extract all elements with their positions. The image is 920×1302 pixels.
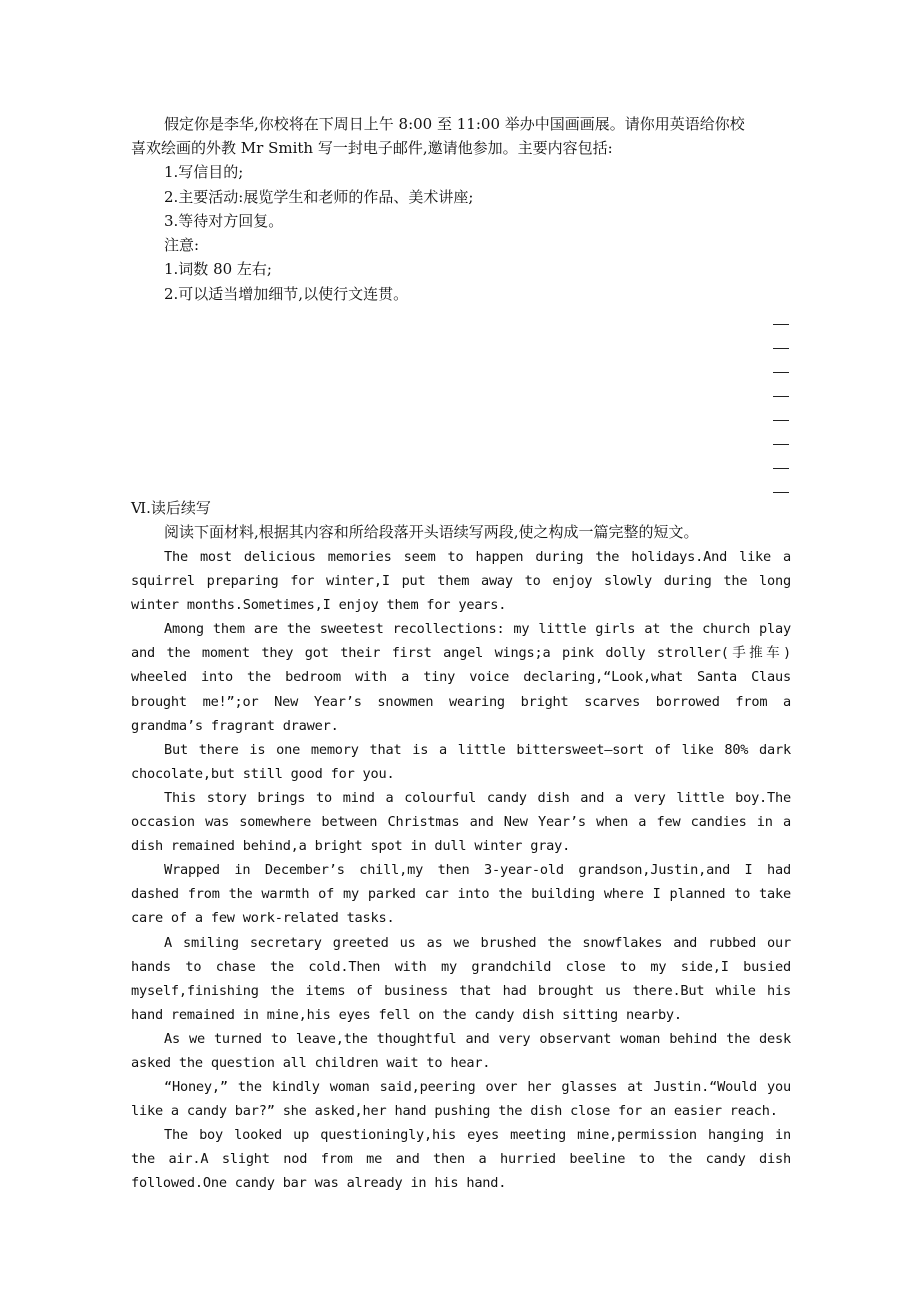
passage-paragraph: As we turned to leave,the thoughtful and very observant woman behind the desk asked the question all children wait to hear.	[131, 1030, 791, 1071]
passage-paragraph: “Honey,” the kindly woman said,peering over her glasses at Justin.“Would you like a candy bar?” she asked,her hand pushing the dish close for an easier reach.	[131, 1079, 791, 1120]
answer-line	[773, 324, 789, 325]
answer-line	[773, 444, 789, 445]
task-point-3: 3.等待对方回复。	[164, 212, 284, 230]
note-1: 1.词数 80 左右;	[164, 260, 272, 278]
task-point-2: 2.主要活动:展览学生和老师的作品、美术讲座;	[164, 188, 474, 206]
note-2: 2.可以适当增加细节,以使行文连贯。	[164, 285, 409, 303]
section-title: Ⅵ.读后续写	[131, 499, 211, 517]
answer-line	[773, 420, 789, 421]
answer-line	[773, 468, 789, 469]
reading-passage	[131, 545, 791, 1196]
passage-paragraph: But there is one memory that is a little bittersweet—sort of like 80% dark chocolate,but still good for you.	[131, 741, 791, 782]
task-point-1: 1.写信目的;	[164, 163, 244, 181]
note-label: 注意:	[164, 236, 200, 254]
answer-line	[773, 348, 789, 349]
prompt-line-2: 喜欢绘画的外教 Mr Smith 写一封电子邮件,邀请他参加。主要内容包括:	[131, 139, 613, 157]
passage-paragraph: A smiling secretary greeted us as we brushed the snowflakes and rubbed our hands to chase the cold.Then with my grandchild close to my side,I busied myself,finishing the items of business that had brought us there.But while his hand remained in mine,his eyes fell on the candy dish sitting nearby.	[131, 934, 791, 1023]
passage-paragraph: Wrapped in December’s chill,my then 3-year-old grandson,Justin,and I had dashed from the warmth of my parked car into the building where I planned to take care of a few work-related tasks.	[131, 862, 791, 927]
passage-paragraph: The most delicious memories seem to happen during the holidays.And like a squirrel preparing for winter,I put them away to enjoy slowly during the long winter months.Sometimes,I enjoy them for years.	[131, 549, 791, 614]
passage-paragraph: The boy looked up questioningly,his eyes meeting mine,permission hanging in the air.A slight nod from me and then a hurried beeline to the candy dish followed.One candy bar was already in his hand.	[131, 1127, 791, 1192]
answer-line	[773, 492, 789, 493]
passage-paragraph: Among them are the sweetest recollections: my little girls at the church play and the moment they got their first angel wings;a pink dolly stroller(手推车) wheeled into the bedroom with a tiny voice declaring,“Look,what Santa Claus brought me!”;or New Year’s snowmen wearing bright scarves borrowed from a grandma’s fragrant drawer.	[131, 621, 791, 734]
answer-line	[773, 396, 789, 397]
section-instruction: 阅读下面材料,根据其内容和所给段落开头语续写两段,使之构成一篇完整的短文。	[164, 523, 699, 541]
passage-paragraph: This story brings to mind a colourful candy dish and a very little boy.The occasion was somewhere between Christmas and New Year’s when a few candies in a dish remained behind,a bright spot in dull winter gray.	[131, 789, 791, 855]
prompt-line-1: 假定你是李华,你校将在下周日上午 8:00 至 11:00 举办中国画画展。请你用英语给你校	[164, 115, 745, 133]
answer-line	[773, 372, 789, 373]
